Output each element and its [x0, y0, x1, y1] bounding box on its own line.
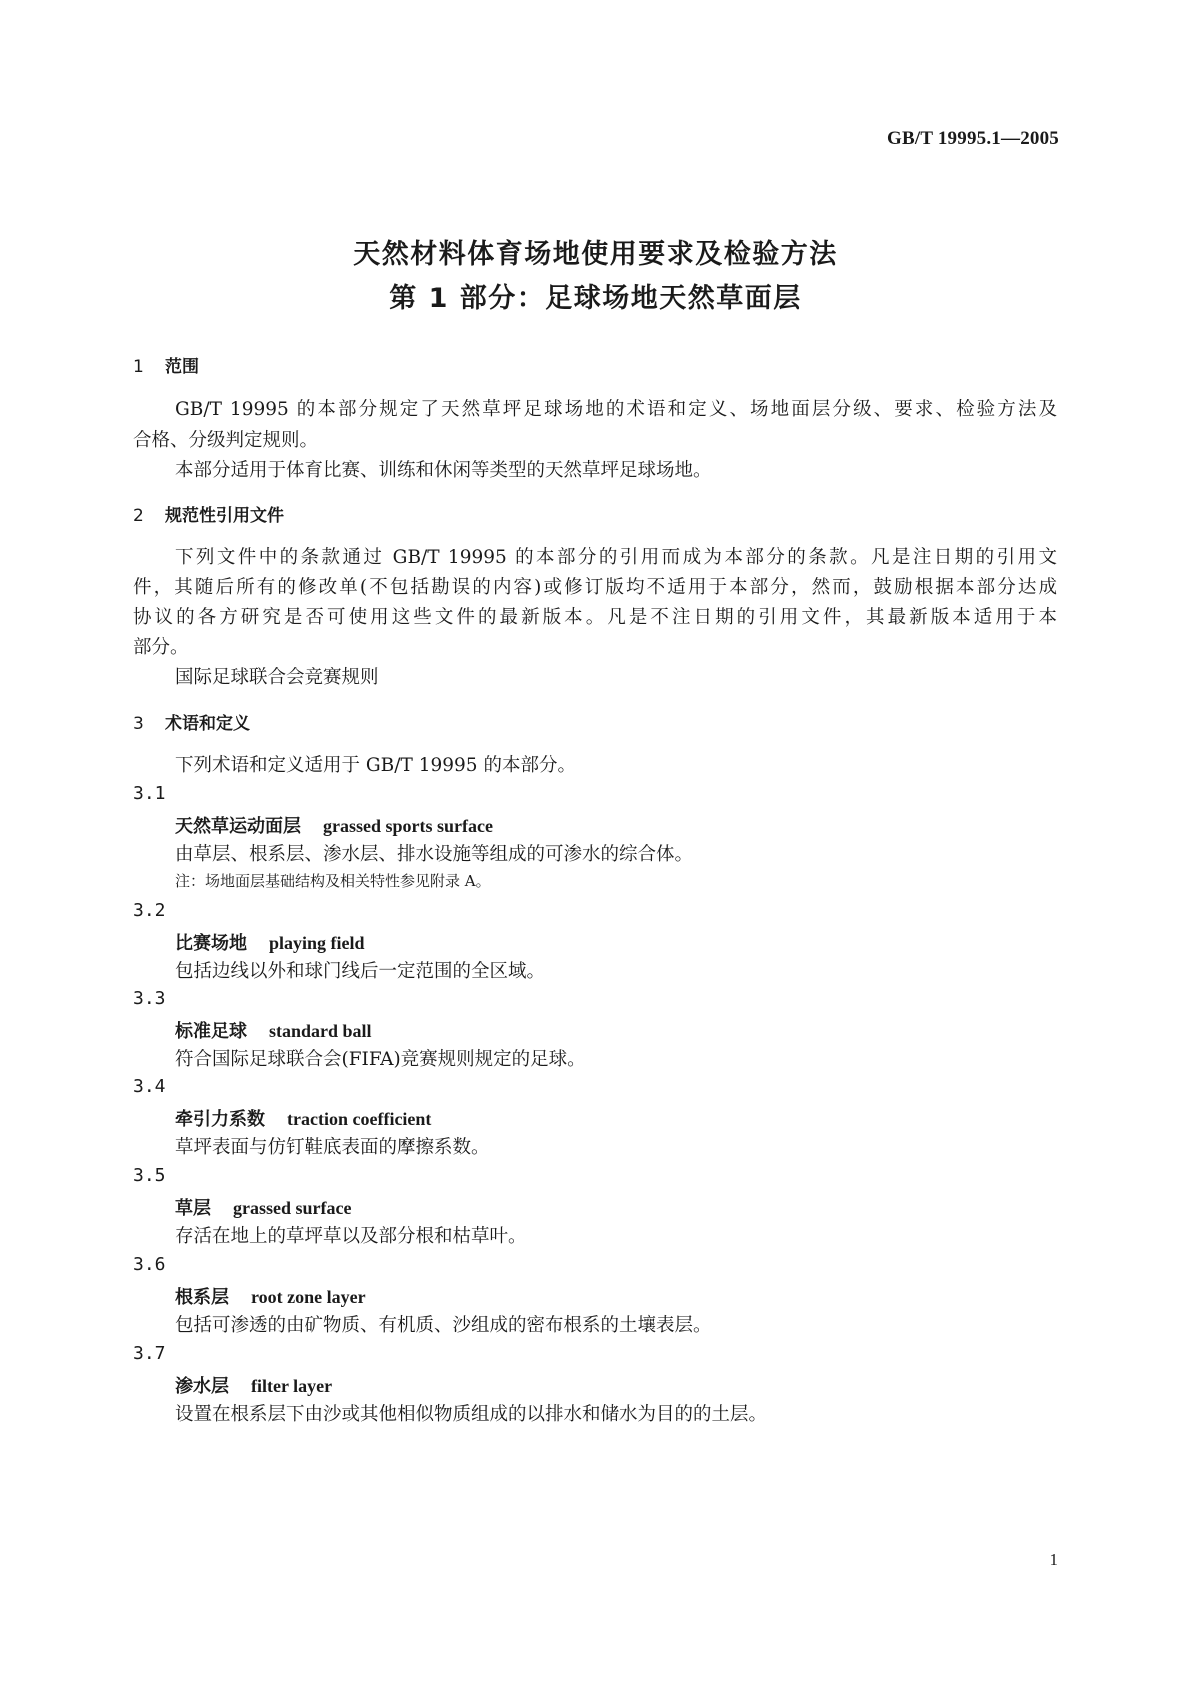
paragraph-line: 下列文件中的条款通过 GB/T 19995 的本部分的引用而成为本部分的条款。凡是注日期的引用文 [175, 547, 1057, 568]
section-heading-normative-references [133, 501, 284, 526]
term-zh: 标准足球 [175, 1021, 247, 1042]
term-definition: 符合国际足球联合会(FIFA)竞赛规则规定的足球。 [175, 1049, 586, 1070]
term-entry [175, 929, 365, 955]
term-en: root zone layer [251, 1287, 366, 1307]
clause-number: 3.5 [133, 1165, 166, 1186]
paragraph-line: 协议的各方研究是否可使用这些文件的最新版本。凡是不注日期的引用文件，其最新版本适用于本 [133, 607, 1057, 628]
clause-number: 3.4 [133, 1076, 166, 1097]
term-definition: 由草层、根系层、渗水层、排水设施等组成的可渗水的综合体。 [175, 844, 694, 865]
term-definition: 包括边线以外和球门线后一定范围的全区域。 [175, 961, 546, 982]
term-entry [175, 812, 493, 838]
paragraph-line: 本部分适用于体育比赛、训练和休闲等类型的天然草坪足球场地。 [175, 460, 712, 481]
paragraph-line: 件，其随后所有的修改单(不包括勘误的内容)或修订版均不适用于本部分，然而，鼓励根据本部分达成 [133, 577, 1057, 598]
term-definition: 存活在地上的草坪草以及部分根和枯草叶。 [175, 1226, 527, 1247]
clause-number: 3.6 [133, 1254, 166, 1275]
term-definition: 包括可渗透的由矿物质、有机质、沙组成的密布根系的土壤表层。 [175, 1315, 712, 1336]
section-number: 2 [133, 506, 144, 526]
section-heading-terms-and-definitions [133, 709, 250, 734]
term-entry [175, 1372, 332, 1398]
term-zh: 渗水层 [175, 1376, 229, 1397]
section-title: 术语和定义 [165, 714, 250, 734]
term-entry [175, 1283, 366, 1309]
term-zh: 草层 [175, 1198, 211, 1219]
standard-code: GB/T 19995.1—2005 [887, 128, 1059, 149]
paragraph-line: 合格、分级判定规则。 [133, 430, 319, 451]
clause-number: 3.1 [133, 783, 166, 804]
paragraph-line: GB/T 19995 的本部分规定了天然草坪足球场地的术语和定义、场地面层分级、要求、检验方法及 [175, 399, 1057, 420]
term-entry [175, 1194, 351, 1220]
clause-number: 3.7 [133, 1343, 166, 1364]
paragraph-line: 部分。 [133, 637, 189, 658]
section-title: 范围 [165, 357, 199, 377]
document-title: 天然材料体育场地使用要求及检验方法 [353, 239, 838, 270]
section-title: 规范性引用文件 [165, 506, 284, 526]
term-zh: 根系层 [175, 1287, 229, 1308]
term-zh: 比赛场地 [175, 933, 247, 954]
term-en: standard ball [269, 1021, 372, 1041]
term-zh: 天然草运动面层 [175, 816, 301, 837]
term-en: filter layer [251, 1376, 333, 1396]
term-definition: 草坪表面与仿钉鞋底表面的摩擦系数。 [175, 1137, 490, 1158]
section-number: 1 [133, 357, 144, 377]
term-en: playing field [269, 933, 365, 953]
clause-number: 3.2 [133, 900, 166, 921]
reference-item: 国际足球联合会竞赛规则 [175, 667, 379, 688]
term-en: traction coefficient [287, 1109, 432, 1129]
page-number: 1 [1049, 1550, 1058, 1569]
clause-number: 3.3 [133, 988, 166, 1009]
term-en: grassed sports surface [323, 816, 493, 836]
document-subtitle: 第 1 部分：足球场地天然草面层 [389, 283, 802, 314]
term-note: 注：场地面层基础结构及相关特性参见附录 A。 [175, 872, 491, 890]
term-definition: 设置在根系层下由沙或其他相似物质组成的以排水和储水为目的的土层。 [175, 1404, 768, 1425]
section-number: 3 [133, 714, 144, 734]
term-zh: 牵引力系数 [175, 1109, 265, 1130]
term-entry [175, 1017, 372, 1043]
term-entry [175, 1105, 431, 1131]
section-heading-scope [133, 352, 199, 377]
term-en: grassed surface [233, 1198, 352, 1218]
paragraph-line: 下列术语和定义适用于 GB/T 19995 的本部分。 [175, 755, 576, 776]
